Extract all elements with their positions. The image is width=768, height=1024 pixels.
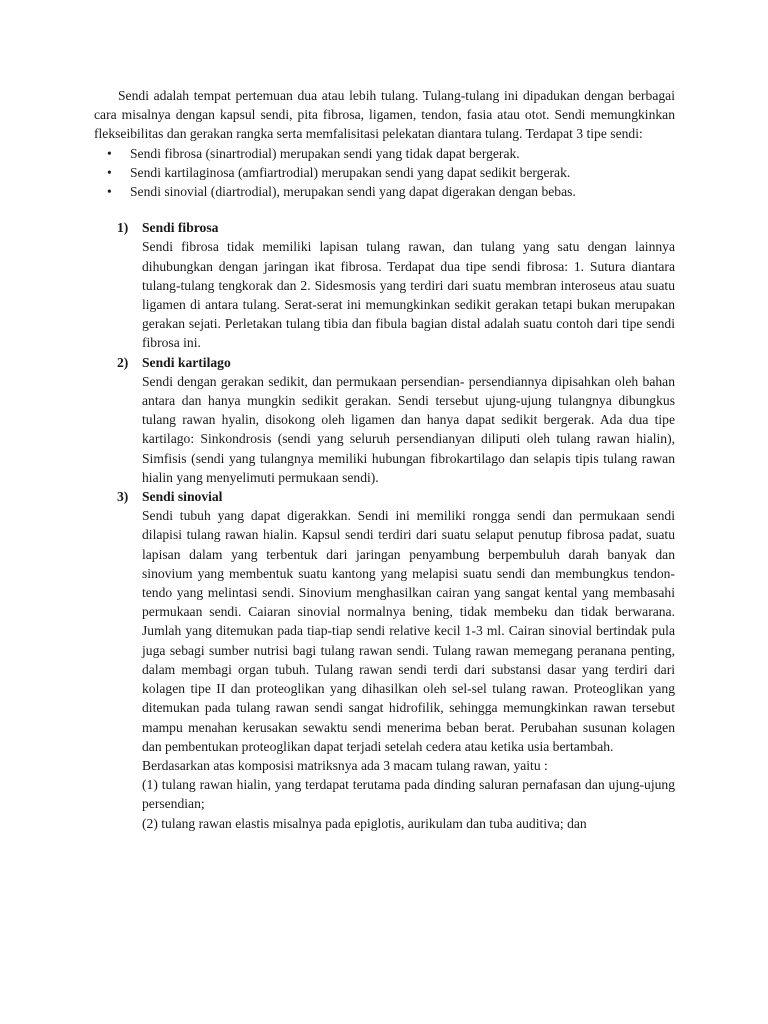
section-heading [94, 353, 675, 372]
section-sendi-kartilago [94, 353, 675, 487]
list-item-text: Sendi fibrosa (sinartrodial) merupakan sendi yang tidak dapat bergerak. [130, 145, 520, 161]
section-sendi-sinovial [94, 487, 675, 833]
section-title: Sendi kartilago [142, 354, 231, 370]
section-paragraph: (2) tulang rawan elastis misalnya pada epiglotis, aurikulam dan tuba auditiva; dan [142, 815, 587, 831]
section-body [94, 372, 675, 487]
bullet-icon: • [107, 184, 112, 200]
section-paragraph: (1) tulang rawan hialin, yang terdapat terutama pada dinding saluran pernafasan dan ujung-ujung persendian; [142, 777, 675, 812]
section-paragraph: Sendi dengan gerakan sedikit, dan permukaan persendian- persendiannya dipisahkan oleh bahan antara dan hanya mungkin sedikit gerakan. Sendi tersebut ujung-ujung tulangnya dibungkus tulang rawan hyalin, disokong oleh ligamen dan hanya dapat sedikit bergerak. Ada dua tipe kartilago: Sinkondrosis (sendi yang seluruh persendianyan diliputi oleh tulang rawan hialin), Simfisis (sendi yang tulangnya memiliki hubungan fibrokartilago dan selapis tipis tulang rawan hialin yang menyelimuti permukaan sendi). [142, 373, 675, 485]
section-paragraph: Sendi fibrosa tidak memiliki lapisan tulang rawan, dan tulang yang satu dengan lainnya dihubungkan dengan jaringan ikat fibrosa. Terdapat dua tipe sendi fibrosa: 1. Sutura diantara tulang-tulang tengkorak dan 2. Sidesmosis yang terdiri dari suatu membran interoseus atau suatu ligamen di antara tulang. Serat-serat ini memungkinkan sedikit gerakan tetapi bukan merupakan gerakan sejati. Perletakan tulang tibia dan fibula bagian distal adalah suatu contoh dari tipe sendi fibrosa ini. [142, 239, 675, 351]
list-item [94, 182, 675, 201]
joint-type-list [94, 144, 675, 202]
section-title: Sendi sinovial [142, 489, 223, 505]
section-heading [94, 218, 675, 237]
list-item [94, 144, 675, 163]
section-paragraph: Sendi tubuh yang dapat digerakkan. Sendi ini memiliki rongga sendi dan permukaan sendi dilapisi tulang rawan hialin. Kapsul sendi terdiri dari suatu selaput penutup fibrosa padat, suatu lapisan dalam yang terbentuk dari jaringan penyambung berpembuluh darah banyak dan sinovium yang membentuk suatu kantong yang melapisi suatu sendi dan membungkus tendon-tendo yang melintasi sendi. Sinovium menghasilkan cairan yang sangat kental yang membasahi permukaan sendi. Caiaran sinovial normalnya bening, tidak membeku dan tidak berwarana. Jumlah yang ditemukan pada tiap-tiap sendi relative kecil 1-3 ml. Cairan sinovial bertindak pula juga sebagi sumber nutrisi bagi tulang rawan sendi. Tulang rawan memegang peranana penting, dalam membagi organ tubuh. Tulang rawan sendi terdi dari substansi dasar yang terdiri dari kolagen tipe II dan proteoglikan yang dihasilkan oleh sel-sel tulang rawan. Proteoglikan yang ditemukan pada tulang rawan sendi sangat hidrofilik, sehingga memungkinkan rawan tersebut mampu menahan kerusakan sewaktu sendi menerima beban berat. Perubahan susunan kolagen dan pembentukan proteoglikan dapat terjadi setelah cedera atau ketika usia bertambah. [142, 508, 675, 754]
section-paragraph: Berdasarkan atas komposisi matriksnya ada 3 macam tulang rawan, yaitu : [142, 757, 548, 773]
list-item [94, 163, 675, 182]
bullet-icon: • [107, 145, 112, 161]
section-number: 2) [117, 354, 129, 370]
section-heading [94, 487, 675, 506]
section-title: Sendi fibrosa [142, 220, 219, 236]
section-sendi-fibrosa [94, 218, 675, 352]
list-item-text: Sendi kartilaginosa (amfiartrodial) merupakan sendi yang dapat sedikit bergerak. [130, 164, 571, 180]
numbered-sections [94, 218, 675, 833]
section-number: 3) [117, 489, 129, 505]
section-body [94, 506, 675, 832]
section-body [94, 237, 675, 352]
intro-paragraph: Sendi adalah tempat pertemuan dua atau lebih tulang. Tulang-tulang ini dipadukan dengan berbagai cara misalnya dengan kapsul sendi, pita fibrosa, ligamen, tendon, fasia atau otot. Sendi memungkinkan flekseibilitas dan gerakan rangka serta memfalisitasi pelekatan diantara tulang. Terdapat 3 tipe sendi: [94, 88, 675, 142]
bullet-icon: • [107, 164, 112, 180]
list-item-text: Sendi sinovial (diartrodial), merupakan sendi yang dapat digerakan dengan bebas. [130, 184, 576, 200]
section-number: 1) [117, 220, 129, 236]
